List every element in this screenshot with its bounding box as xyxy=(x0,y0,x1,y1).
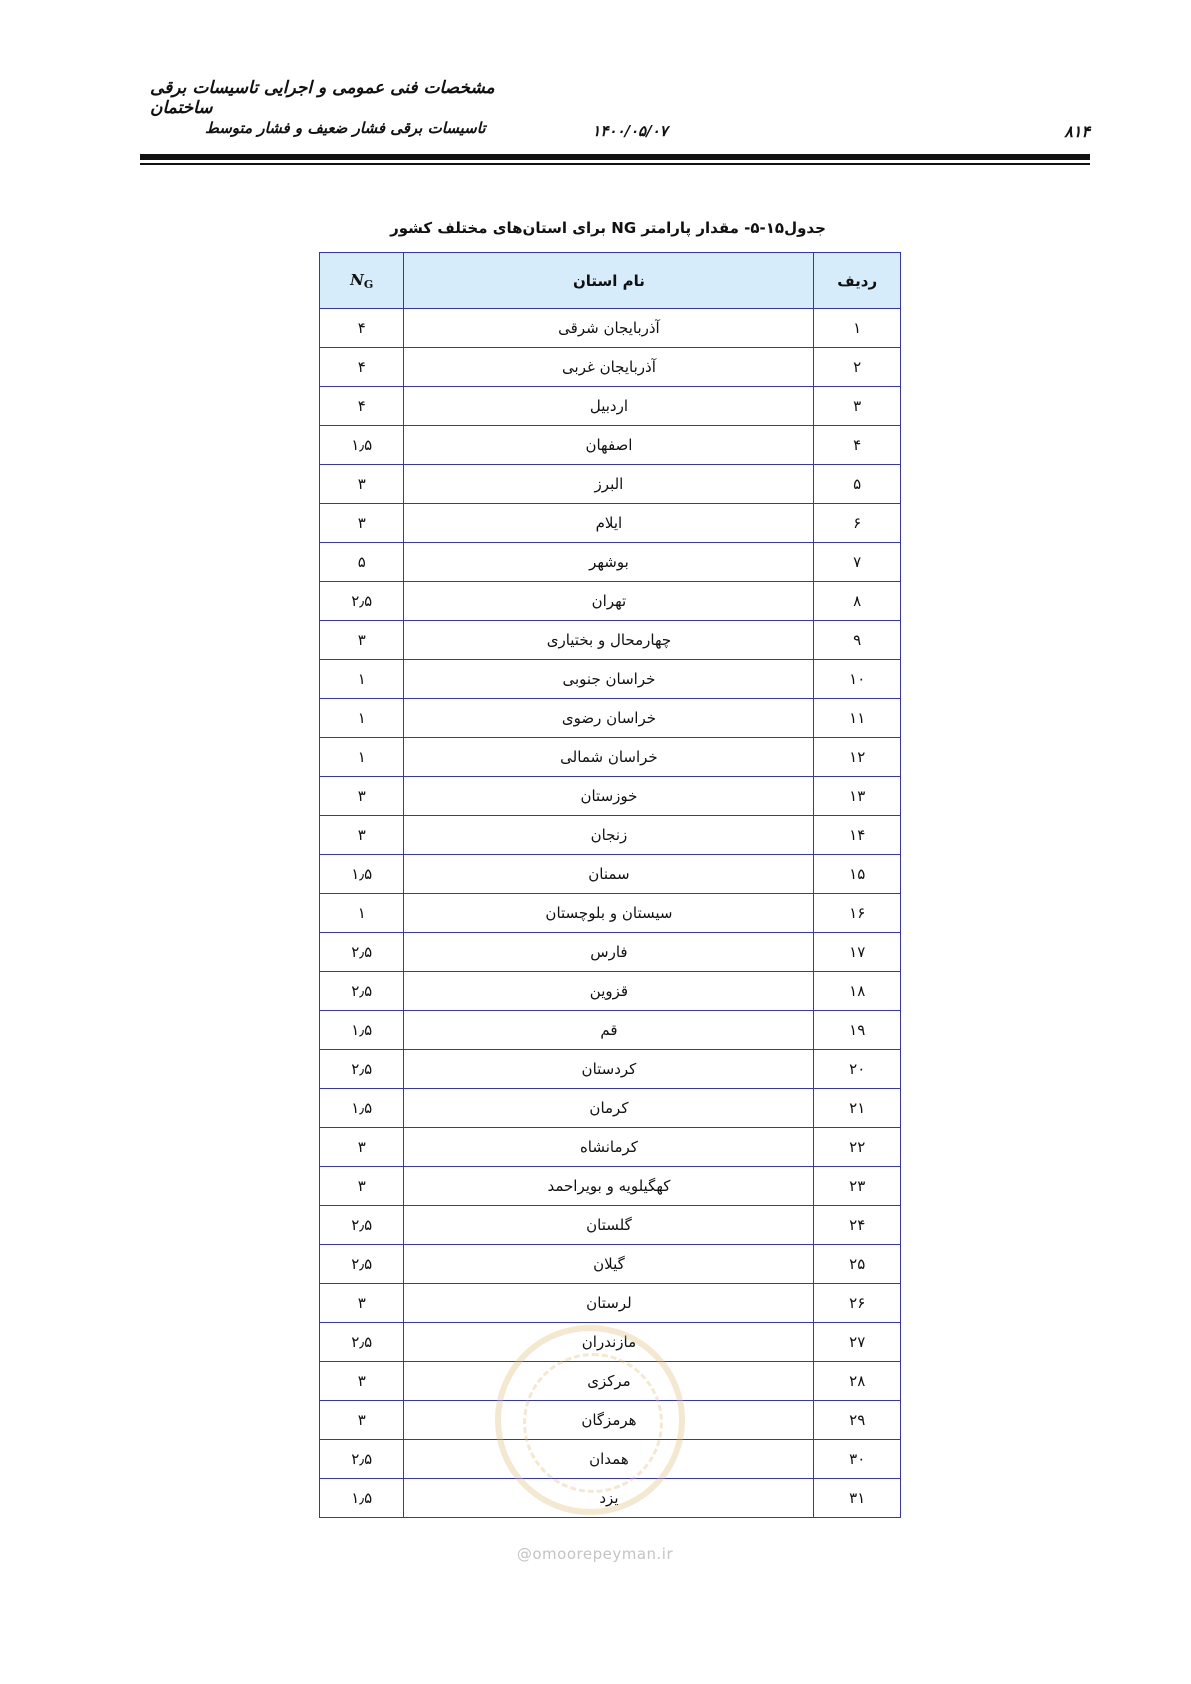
watermark-text: @omoorepeyman.ir xyxy=(516,1545,674,1563)
cell-ng: ۳ xyxy=(320,504,404,543)
cell-index: ۳ xyxy=(814,387,901,426)
header-rule-thin xyxy=(140,163,1090,165)
cell-ng: ۲٫۵ xyxy=(320,1440,404,1479)
cell-index: ۲۹ xyxy=(814,1401,901,1440)
table-row xyxy=(320,699,901,738)
cell-index: ۲۲ xyxy=(814,1128,901,1167)
cell-index: ۲۶ xyxy=(814,1284,901,1323)
ng-symbol: N xyxy=(350,270,364,289)
cell-index: ۲۸ xyxy=(814,1362,901,1401)
cell-province: البرز xyxy=(404,465,814,504)
cell-index: ۱ xyxy=(814,309,901,348)
cell-ng: ۱٫۵ xyxy=(320,1011,404,1050)
cell-ng: ۲٫۵ xyxy=(320,933,404,972)
cell-province: خراسان جنوبی xyxy=(404,660,814,699)
page-number: ۸۱۴ xyxy=(1064,122,1090,141)
cell-index: ۲۱ xyxy=(814,1089,901,1128)
cell-index: ۴ xyxy=(814,426,901,465)
table-row xyxy=(320,972,901,1011)
cell-province: فارس xyxy=(404,933,814,972)
cell-province: اردبیل xyxy=(404,387,814,426)
cell-province: اصفهان xyxy=(404,426,814,465)
table-row xyxy=(320,309,901,348)
cell-ng: ۳ xyxy=(320,1128,404,1167)
table-row xyxy=(320,1284,901,1323)
cell-index: ۹ xyxy=(814,621,901,660)
table-row xyxy=(320,1050,901,1089)
cell-ng: ۳ xyxy=(320,1401,404,1440)
cell-ng: ۱٫۵ xyxy=(320,1479,404,1518)
table-body xyxy=(320,309,901,1518)
cell-province: زنجان xyxy=(404,816,814,855)
table-caption: جدول۱۵-۵- مقدار پارامتر NG برای استان‌های مختلف کشور xyxy=(390,219,826,237)
table-row xyxy=(320,816,901,855)
cell-ng: ۵ xyxy=(320,543,404,582)
cell-province: خوزستان xyxy=(404,777,814,816)
table-row xyxy=(320,660,901,699)
table-row xyxy=(320,1011,901,1050)
table-row xyxy=(320,1323,901,1362)
document-title: مشخصات فنی عمومی و اجرایی تاسیسات برقی ساختمان xyxy=(150,78,495,118)
cell-index: ۱۰ xyxy=(814,660,901,699)
cell-province: ایلام xyxy=(404,504,814,543)
cell-index: ۱۳ xyxy=(814,777,901,816)
cell-index: ۲۵ xyxy=(814,1245,901,1284)
cell-province: گیلان xyxy=(404,1245,814,1284)
table-row xyxy=(320,387,901,426)
cell-province: مرکزی xyxy=(404,1362,814,1401)
cell-province: بوشهر xyxy=(404,543,814,582)
table-row xyxy=(320,543,901,582)
cell-index: ۶ xyxy=(814,504,901,543)
cell-index: ۲۷ xyxy=(814,1323,901,1362)
table-row xyxy=(320,1167,901,1206)
column-header-ng xyxy=(320,253,404,309)
cell-province: آذربایجان شرقی xyxy=(404,309,814,348)
cell-province: یزد xyxy=(404,1479,814,1518)
cell-ng: ۱ xyxy=(320,699,404,738)
cell-province: گلستان xyxy=(404,1206,814,1245)
cell-province: کرمان xyxy=(404,1089,814,1128)
cell-index: ۱۹ xyxy=(814,1011,901,1050)
cell-ng: ۴ xyxy=(320,387,404,426)
table-row xyxy=(320,1206,901,1245)
cell-province: چهارمحال و بختیاری xyxy=(404,621,814,660)
table-row xyxy=(320,504,901,543)
cell-province: خراسان شمالی xyxy=(404,738,814,777)
table-row xyxy=(320,582,901,621)
table-row xyxy=(320,738,901,777)
cell-province: قزوین xyxy=(404,972,814,1011)
cell-ng: ۳ xyxy=(320,465,404,504)
table-row xyxy=(320,1128,901,1167)
cell-index: ۱۲ xyxy=(814,738,901,777)
cell-ng: ۳ xyxy=(320,816,404,855)
cell-index: ۲۴ xyxy=(814,1206,901,1245)
cell-ng: ۱٫۵ xyxy=(320,1089,404,1128)
cell-province: سمنان xyxy=(404,855,814,894)
document-subtitle: تاسیسات برقی فشار ضعیف و فشار متوسط xyxy=(205,119,486,137)
cell-index: ۲ xyxy=(814,348,901,387)
table-header-row xyxy=(320,253,901,309)
cell-index: ۱۱ xyxy=(814,699,901,738)
cell-index: ۲۰ xyxy=(814,1050,901,1089)
cell-province: خراسان رضوی xyxy=(404,699,814,738)
cell-ng: ۳ xyxy=(320,1362,404,1401)
header-rule-thick xyxy=(140,154,1090,160)
cell-province: مازندران xyxy=(404,1323,814,1362)
cell-ng: ۳ xyxy=(320,1167,404,1206)
table-row xyxy=(320,621,901,660)
cell-index: ۲۳ xyxy=(814,1167,901,1206)
cell-ng: ۲٫۵ xyxy=(320,1245,404,1284)
cell-ng: ۲٫۵ xyxy=(320,972,404,1011)
cell-index: ۳۰ xyxy=(814,1440,901,1479)
table-row xyxy=(320,894,901,933)
cell-ng: ۱ xyxy=(320,660,404,699)
column-header-province: نام استان xyxy=(404,253,814,309)
cell-province: کرمانشاه xyxy=(404,1128,814,1167)
table-row xyxy=(320,1362,901,1401)
column-header-index: ردیف xyxy=(814,253,901,309)
cell-ng: ۳ xyxy=(320,777,404,816)
cell-ng: ۲٫۵ xyxy=(320,1323,404,1362)
cell-ng: ۲٫۵ xyxy=(320,582,404,621)
cell-index: ۸ xyxy=(814,582,901,621)
cell-province: لرستان xyxy=(404,1284,814,1323)
cell-province: همدان xyxy=(404,1440,814,1479)
cell-index: ۱۴ xyxy=(814,816,901,855)
table-row xyxy=(320,933,901,972)
cell-province: هرمزگان xyxy=(404,1401,814,1440)
cell-ng: ۴ xyxy=(320,309,404,348)
cell-province: کهگیلویه و بویراحمد xyxy=(404,1167,814,1206)
cell-province: کردستان xyxy=(404,1050,814,1089)
table-row xyxy=(320,1440,901,1479)
cell-province: آذربایجان غربی xyxy=(404,348,814,387)
cell-index: ۳۱ xyxy=(814,1479,901,1518)
cell-index: ۱۸ xyxy=(814,972,901,1011)
cell-index: ۱۵ xyxy=(814,855,901,894)
cell-index: ۵ xyxy=(814,465,901,504)
table-row xyxy=(320,1245,901,1284)
cell-province: تهران xyxy=(404,582,814,621)
cell-index: ۷ xyxy=(814,543,901,582)
cell-ng: ۳ xyxy=(320,1284,404,1323)
cell-ng: ۳ xyxy=(320,621,404,660)
cell-index: ۱۷ xyxy=(814,933,901,972)
cell-ng: ۲٫۵ xyxy=(320,1050,404,1089)
document-date: ۱۴۰۰/۰۵/۰۷ xyxy=(592,122,668,140)
cell-ng: ۴ xyxy=(320,348,404,387)
cell-ng: ۱ xyxy=(320,894,404,933)
cell-ng: ۱٫۵ xyxy=(320,426,404,465)
cell-province: سیستان و بلوچستان xyxy=(404,894,814,933)
provinces-ng-table xyxy=(319,252,901,1518)
cell-ng: ۱٫۵ xyxy=(320,855,404,894)
cell-ng: ۲٫۵ xyxy=(320,1206,404,1245)
table-row xyxy=(320,1479,901,1518)
cell-ng: ۱ xyxy=(320,738,404,777)
table-row xyxy=(320,465,901,504)
cell-province: قم xyxy=(404,1011,814,1050)
table-row xyxy=(320,426,901,465)
table-row xyxy=(320,1089,901,1128)
table-row xyxy=(320,777,901,816)
table-row xyxy=(320,855,901,894)
ng-subscript: G xyxy=(363,277,374,291)
table-row xyxy=(320,1401,901,1440)
table-row xyxy=(320,348,901,387)
cell-index: ۱۶ xyxy=(814,894,901,933)
